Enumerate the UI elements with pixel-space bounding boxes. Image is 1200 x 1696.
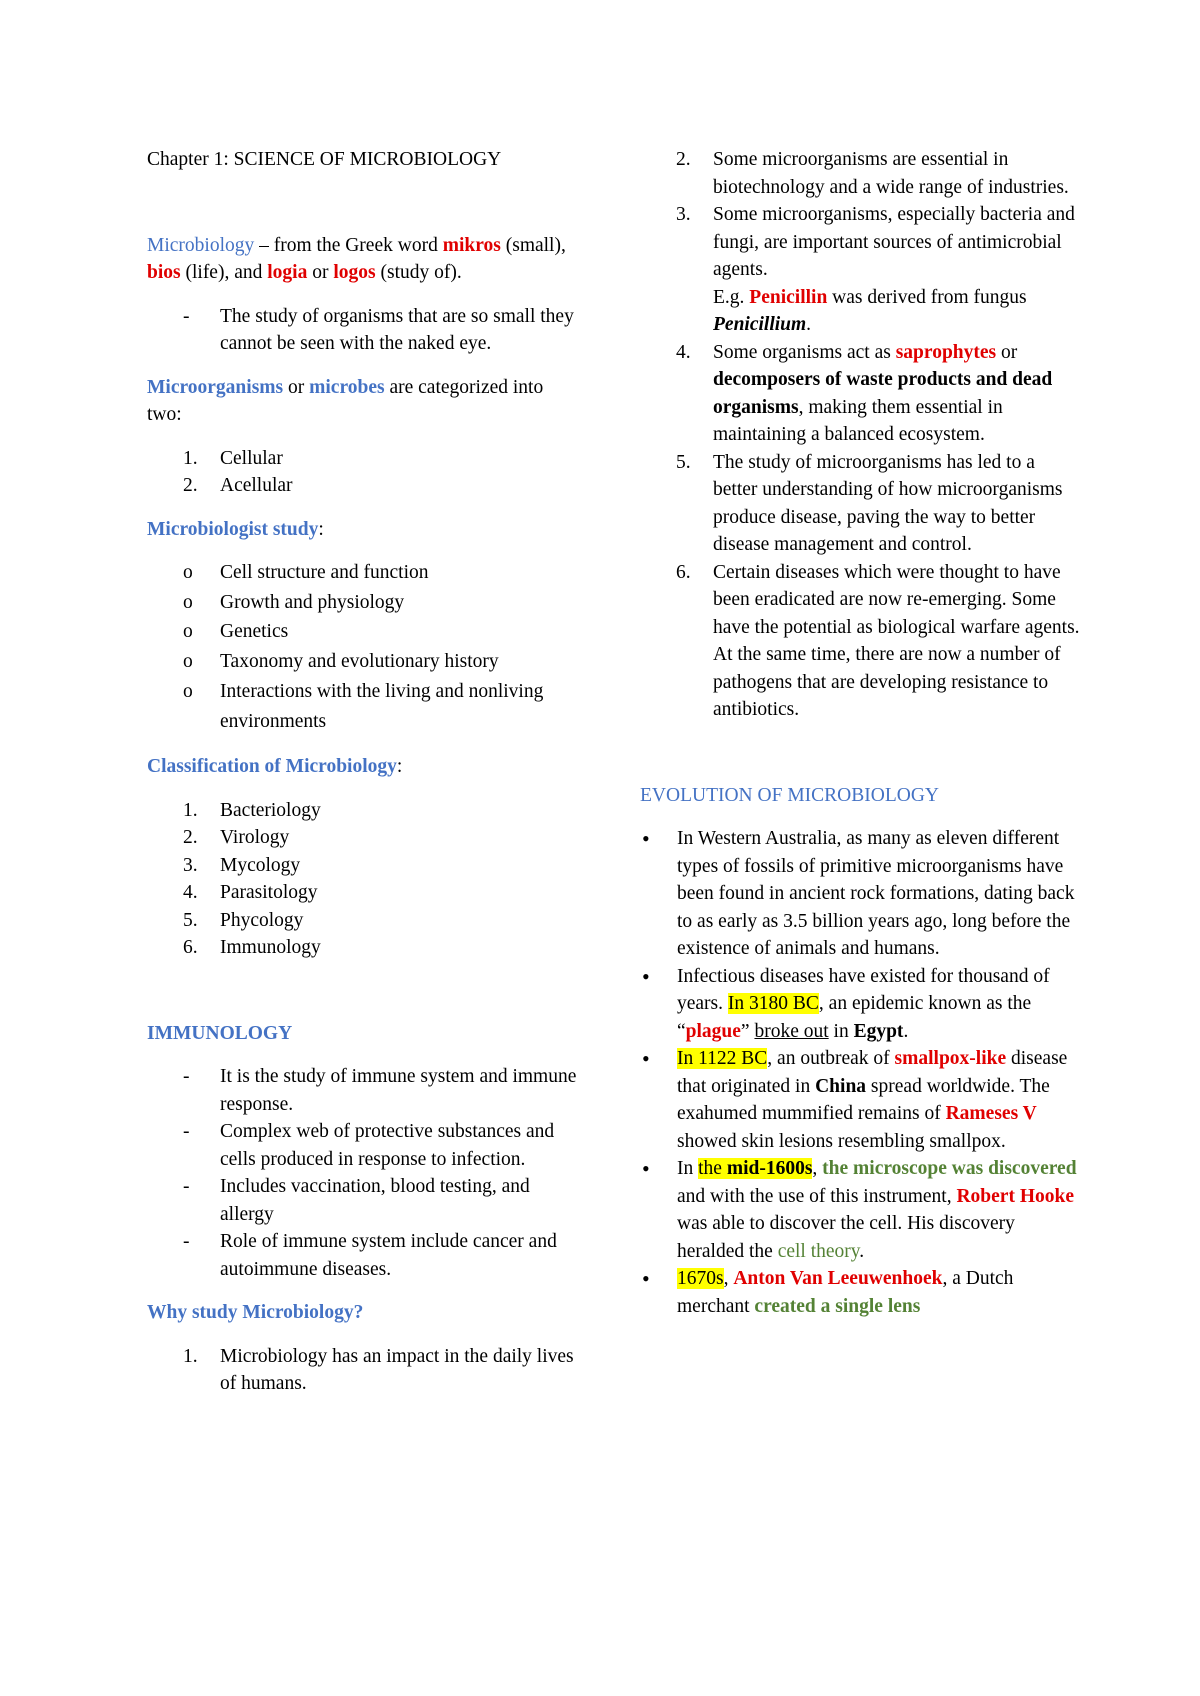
list-item: 3. Some microorganisms, especially bacteria and fungi, are important sources of antimicrobial agents. E.g. Penicillin was derived from fungus Penicillium. [676,204,1075,335]
list-item: o Genetics [183,621,289,642]
list-item: 4. Parasitology [183,882,318,903]
microbiology-definition: Microbiology – from the Greek word mikros (small), bios (life), and logia or logos (study of). [147,234,566,283]
dash-list-item: - It is the study of immune system and immune response. [183,1066,577,1115]
list-item: o Taxonomy and evolutionary history [183,650,499,672]
study-heading: Microbiologist study: [147,518,324,540]
dash-list-item: - The study of organisms that are so small they cannot be seen with the naked eye. [183,305,574,354]
list-item: 1. Cellular [183,447,283,469]
term-microbiology: Microbiology [147,234,255,256]
bullet-item: • In Western Australia, as many as eleven different types of fossils of primitive microorganisms have been found in ancient rock formations, dating back to as early as 3.5 billion years ago, long before the existence of animals and humans. [642,826,1075,959]
microorganisms-paragraph: Microorganisms or microbes are categorized into two: [147,376,544,425]
list-item: 2. Some microorganisms are essential in biotechnology and a wide range of industries. [676,149,1069,198]
bullet-item: • In 1122 BC, an outbreak of smallpox-like disease that originated in China spread worldwide. The exahumed mummified remains of Rameses V showed skin lesions resembling smallpox. [642,1046,1068,1152]
why-heading: Why study Microbiology? [147,1302,364,1323]
right-column [640,146,1080,1320]
list-item: 4. Some organisms act as saprophytes or decomposers of waste products and dead organisms, making them essential in maintaining a balanced ecosystem. [676,341,1053,445]
list-item: 1. Bacteriology [183,799,321,821]
list-item: 5. The study of microorganisms has led to a better understanding of how microorganisms produce disease, paving the way to better disease management and control. [676,451,1063,555]
word-mikros: mikros [442,234,501,256]
dash-list-item: - Role of immune system include cancer and autoimmune diseases. [183,1231,557,1280]
classification-heading: Classification of Microbiology: [147,756,403,777]
immunology-heading: IMMUNOLOGY [147,1022,293,1044]
word-bios: bios [147,262,181,283]
list-item: o Cell structure and function [183,562,429,583]
list-item: o Growth and physiology [183,591,405,613]
list-item: 3. Mycology [183,854,301,876]
left-column [147,146,577,1398]
list-item: 6. Certain diseases which were thought to have been eradicated are now re-emerging. Some have the potential as biological warfare agents. At the same time, there are now a number of pathogens that are developing resistance to antibiotics. [676,561,1080,720]
list-item: 1. Microbiology has an impact in the daily lives of humans. [183,1345,574,1394]
bullet-item: • Infectious diseases have existed for thousand of years. In 3180 BC, an epidemic known as the “plague” broke out in Egypt. [642,963,1050,1042]
bullet-item: • 1670s, Anton Van Leeuwenhoek, a Dutch merchant created a single lens [642,1266,1014,1317]
list-item: 6. Immunology [183,937,321,958]
list-item: 5. Phycology [183,909,304,931]
word-logia: logia [267,262,308,283]
list-item: 2. Acellular [183,475,293,496]
dash-list-item: - Complex web of protective substances and cells produced in response to infection. [183,1121,555,1170]
chapter-title: Chapter 1: SCIENCE OF MICROBIOLOGY [147,149,502,170]
bullet-item: • In the mid-1600s, the microscope was discovered and with the use of this instrument, Robert Hooke was able to discover the cell. His discovery heralded the cell theory. [642,1156,1077,1262]
word-logos: logos [333,262,376,283]
dash-list-item: - Includes vaccination, blood testing, and allergy [183,1176,530,1225]
list-item: o Interactions with the living and nonliving environments [183,681,544,732]
evolution-heading: EVOLUTION OF MICROBIOLOGY [640,784,939,806]
list-item: 2. Virology [183,827,290,848]
